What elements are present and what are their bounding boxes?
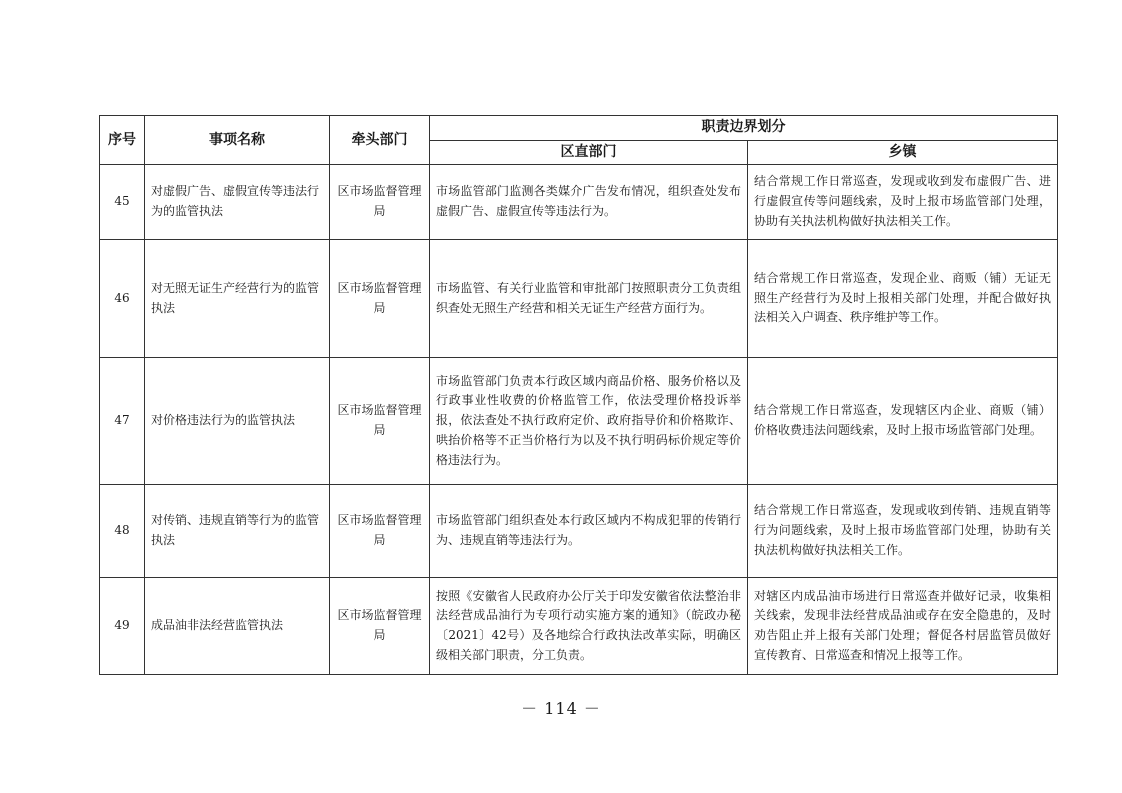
table-row [100,578,1058,675]
header-no: 序号 [100,116,145,165]
row-number: 49 [100,578,145,675]
row-item-name: 对无照无证生产经营行为的监管执法 [145,240,330,358]
row-item-name: 成品油非法经营监管执法 [145,578,330,675]
header-township: 乡镇 [748,141,1058,165]
page-number: － 114 － [521,699,601,718]
row-lead-dept: 区市场监督管理局 [330,165,430,240]
row-lead-dept: 区市场监督管理局 [330,240,430,358]
row-lead-dept: 区市场监督管理局 [330,358,430,485]
row-item-name: 对虚假广告、虚假宣传等违法行为的监管执法 [145,165,330,240]
row-lead-dept: 区市场监督管理局 [330,578,430,675]
table-row [100,358,1058,485]
row-township-duty: 对辖区内成品油市场进行日常巡查并做好记录，收集相关线索，发现非法经营成品油或存在安全隐患的，及时劝告阻止并上报有关部门处理；督促各村居监管员做好宣传教育、日常巡查和情况上报等工作。 [748,578,1058,675]
row-item-name: 对价格违法行为的监管执法 [145,358,330,485]
row-item-name: 对传销、违规直销等行为的监管执法 [145,485,330,578]
table-row [100,165,1058,240]
row-district-duty: 按照《安徽省人民政府办公厅关于印发安徽省依法整治非法经营成品油行为专项行动实施方案的通知》（皖政办秘〔2021〕42号）及各地综合行政执法改革实际，明确区级相关部门职责，分工负责。 [430,578,748,675]
table-body [100,165,1058,675]
table-row [100,485,1058,578]
row-township-duty: 结合常规工作日常巡查，发现辖区内企业、商贩（铺）价格收费违法问题线索，及时上报市场监管部门处理。 [748,358,1058,485]
header-lead-dept: 牵头部门 [330,116,430,165]
row-township-duty: 结合常规工作日常巡查，发现或收到发布虚假广告、进行虚假宣传等问题线索，及时上报市场监管部门处理，协助有关执法机构做好执法相关工作。 [748,165,1058,240]
table-header [100,116,1058,165]
row-number: 48 [100,485,145,578]
row-number: 46 [100,240,145,358]
header-boundary: 职责边界划分 [430,116,1058,141]
row-township-duty: 结合常规工作日常巡查，发现企业、商贩（铺）无证无照生产经营行为及时上报相关部门处理，并配合做好执法相关入户调查、秩序维护等工作。 [748,240,1058,358]
row-township-duty: 结合常规工作日常巡查，发现或收到传销、违规直销等行为问题线索，及时上报市场监管部门处理，协助有关执法机构做好执法相关工作。 [748,485,1058,578]
responsibility-table [99,115,1058,675]
row-district-duty: 市场监管部门组织查处本行政区域内不构成犯罪的传销行为、违规直销等违法行为。 [430,485,748,578]
header-district: 区直部门 [430,141,748,165]
row-district-duty: 市场监管部门负责本行政区域内商品价格、服务价格以及行政事业性收费的价格监管工作，依法受理价格投诉举报，依法查处不执行政府定价、政府指导价和价格欺诈、哄抬价格等不正当价格行为以及不执行明码标价规定等价格违法行为。 [430,358,748,485]
header-item-name: 事项名称 [145,116,330,165]
row-district-duty: 市场监管部门监测各类媒介广告发布情况，组织查处发布虚假广告、虚假宣传等违法行为。 [430,165,748,240]
row-number: 47 [100,358,145,485]
row-lead-dept: 区市场监督管理局 [330,485,430,578]
row-number: 45 [100,165,145,240]
row-district-duty: 市场监管、有关行业监管和审批部门按照职责分工负责组织查处无照生产经营和相关无证生产经营方面行为。 [430,240,748,358]
table-row [100,240,1058,358]
